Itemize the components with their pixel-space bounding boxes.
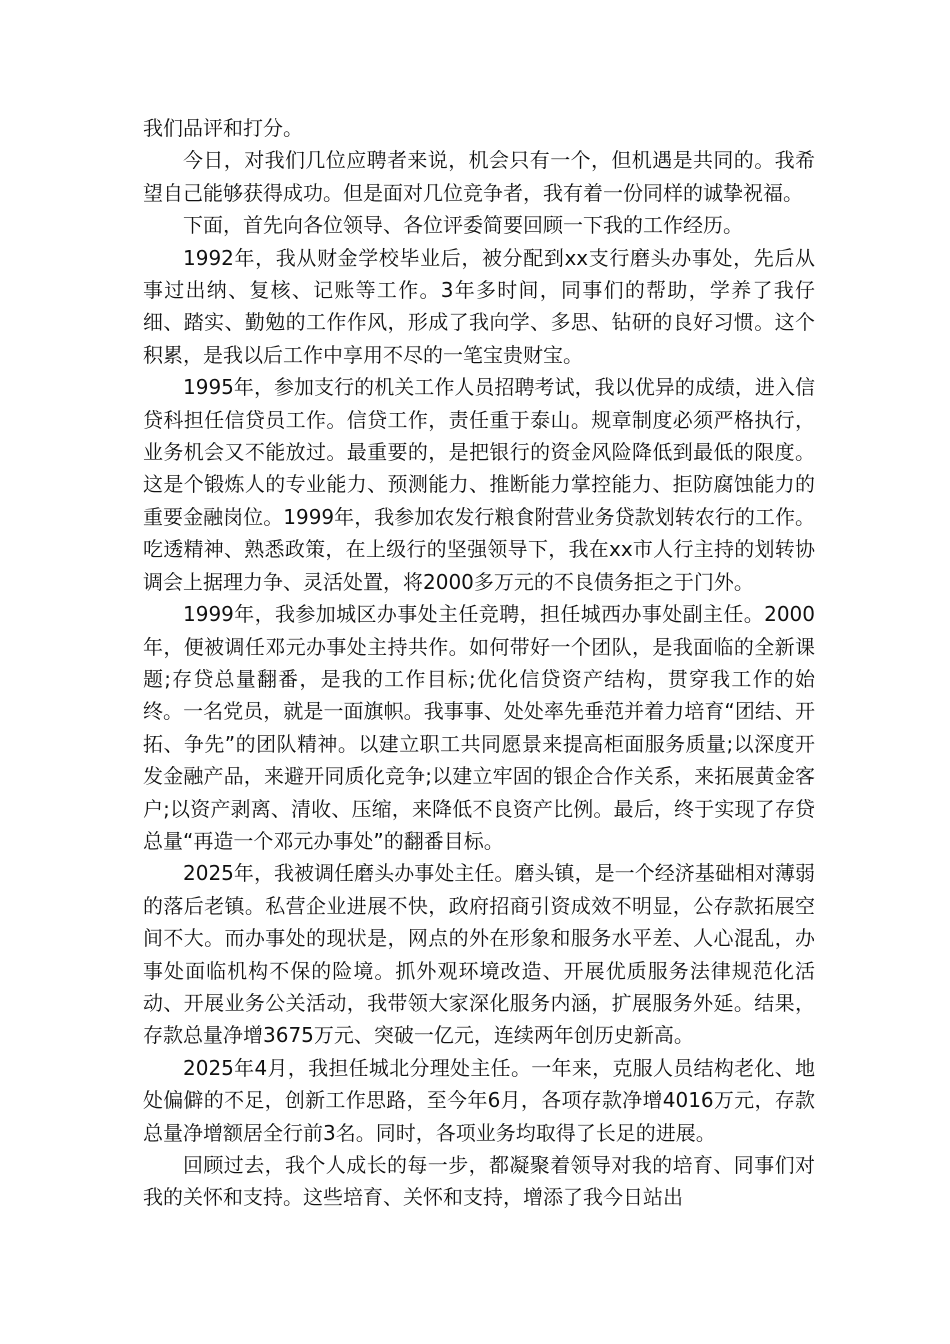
paragraph-1992: 1992年，我从财金学校毕业后，被分配到xx支行磨头办事处，先后从事过出纳、复核、记账等工作。3年多时间，同事们的帮助，学养了我仔细、踏实、勤勉的工作作风，形成了我向学、多思、钻研的良好习惯。这个积累，是我以后工作中享用不尽的一笔宝贵财宝。 (143, 245, 815, 367)
paragraph-1999: 1999年，我参加城区办事处主任竞聘，担任城西办事处副主任。2000年，便被调任邓元办事处主持共作。如何带好一个团队，是我面临的全新课题;存贷总量翻番，是我的工作目标;优化信贷资产结构，贯穿我工作的始终。一名党员，就是一面旗帜。我事事、处处率先垂范并着力培育“团结、开拓、争先”的团队精神。以建立职工共同愿景来提高柜面服务质量;以深度开发金融产品，来避开同质化竞争;以建立牢固的银企合作关系，来拓展黄金客户;以资产剥离、清收、压缩，来降低不良资产比例。最后，终于实现了存贷总量“再造一个邓元办事处”的翻番目标。 (143, 602, 815, 853)
document-body (143, 112, 815, 1214)
paragraph-2025-motou: 2025年，我被调任磨头办事处主任。磨头镇，是一个经济基础相对薄弱的落后老镇。私营企业进展不快，政府招商引资成效不明显，公存款拓展空间不大。而办事处的现状是，网点的外在形象和服务水平差、人心混乱，办事处面临机构不保的险境。抓外观环境改造、开展优质服务法律规范化活动、开展业务公关活动，我带领大家深化服务内涵，扩展服务外延。结果，存款总量净增3675万元、突破一亿元，连续两年创历史新高。 (143, 861, 815, 1048)
paragraph-review-intro: 下面，首先向各位领导、各位评委简要回顾一下我的工作经历。 (183, 213, 743, 238)
paragraph-opportunity: 今日，对我们几位应聘者来说，机会只有一个，但机遇是共同的。我希望自己能够获得成功。但是面对几位竞争者，我有着一份同样的诚挚祝福。 (143, 148, 815, 205)
paragraph-1995: 1995年，参加支行的机关工作人员招聘考试，我以优异的成绩，进入信贷科担任信贷员工作。信贷工作，责任重于泰山。规章制度必须严格执行，业务机会又不能放过。最重要的，是把银行的资金风险降低到最低的限度。这是个锻炼人的专业能力、预测能力、推断能力掌控能力、拒防腐蚀能力的重要金融岗位。1999年，我参加农发行粮食附营业务贷款划转农行的工作。吃透精神、熟悉政策，在上级行的坚强领导下，我在xx市人行主持的划转协调会上据理力争、灵活处置，将2000多万元的不良债务拒之于门外。 (143, 375, 815, 594)
paragraph-continuation: 我们品评和打分。 (143, 116, 303, 140)
paragraph-2025-april: 2025年4月，我担任城北分理处主任。一年来，克服人员结构老化、地处偏僻的不足，创新工作思路，至今年6月，各项存款净增4016万元，存款总量净增额居全行前3名。同时，各项业务均取得了长足的进展。 (143, 1055, 815, 1145)
paragraph-looking-back: 回顾过去，我个人成长的每一步，都凝聚着领导对我的培育、同事们对我的关怀和支持。这些培育、关怀和支持，增添了我今日站出 (143, 1153, 815, 1210)
